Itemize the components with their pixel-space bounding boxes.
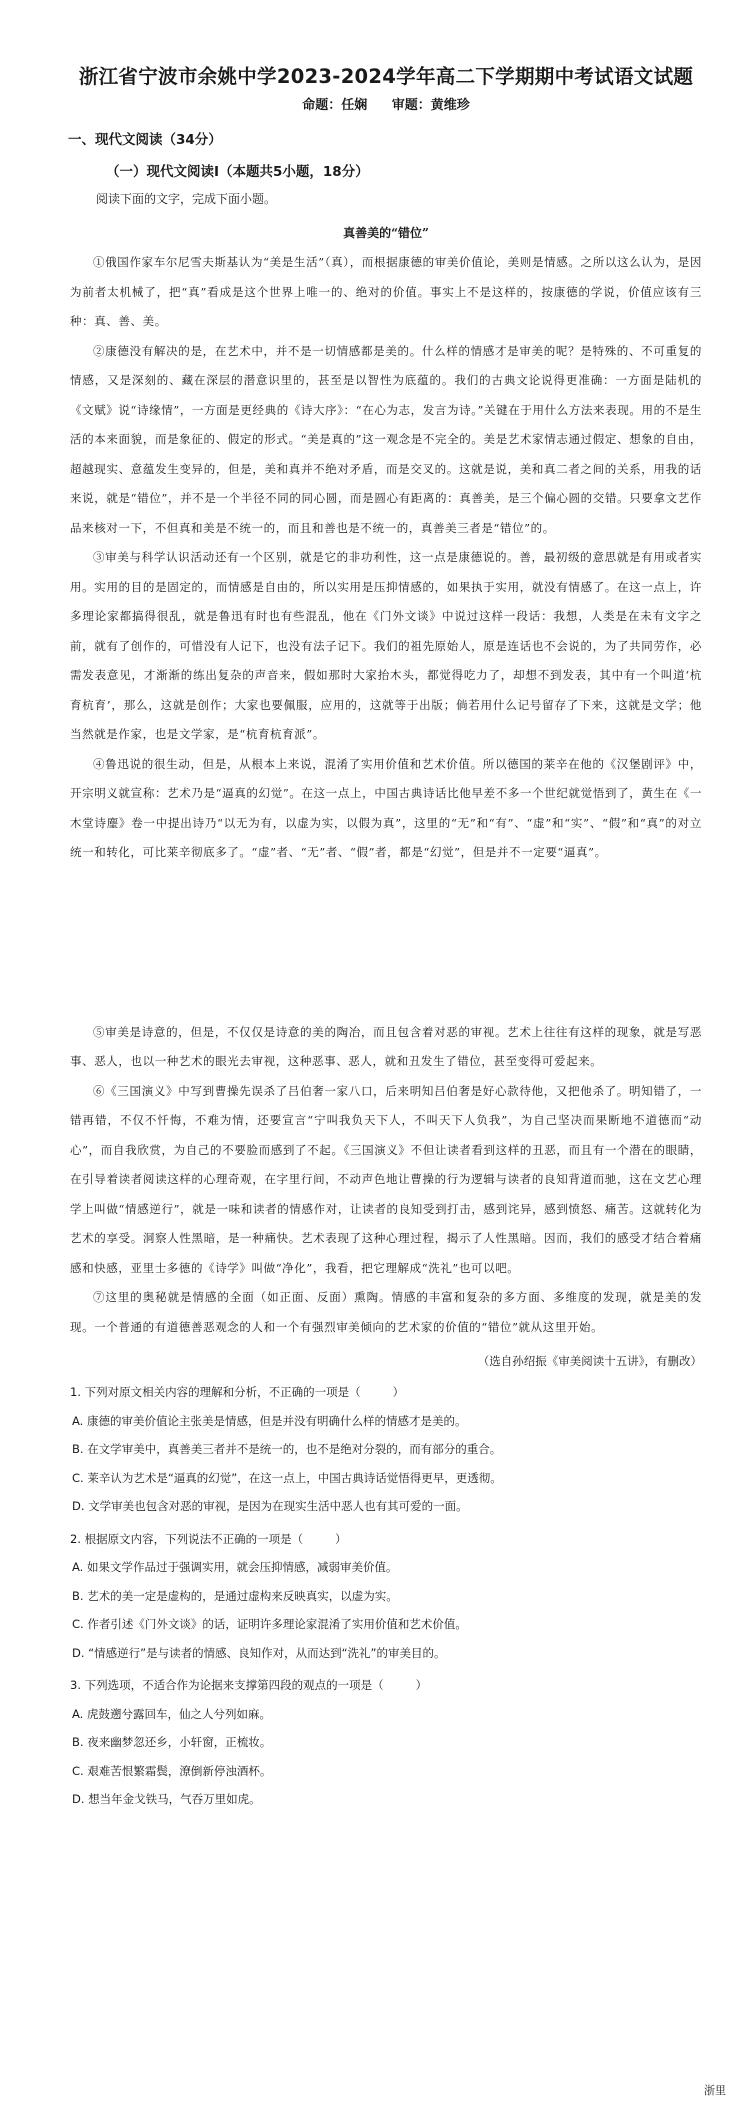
question-option: B. 在文学审美中，真善美三者并不是统一的，也不是绝对分裂的，而有部分的重合。 [72, 1442, 502, 1456]
reading-instruction: 阅读下面的文字，完成下面小题。 [96, 192, 277, 206]
author-name: 命题：任娴 [302, 98, 368, 113]
article-body-part-1 [70, 248, 702, 868]
question-option: C. 作者引述《门外文谈》的话，证明许多理论家混淆了实用价值和艺术价值。 [72, 1617, 467, 1631]
page-footer-mark: 浙里 [704, 2084, 726, 2097]
question-option: A. 如果文学作品过于强调实用，就会压抑情感，减弱审美价值。 [72, 1560, 398, 1574]
exam-authors [70, 94, 702, 118]
question-2 [70, 1525, 702, 1668]
subsection-heading: （一）现代文阅读Ⅰ（本题共5小题，18分） [106, 164, 369, 180]
article-paragraph: ③审美与科学认识活动还有一个区别，就是它的非功利性，这一点是康德说的。善，最初级的意思就是有用或者实用。实用的目的是固定的，而情感是自由的，所以实用是压抑情感的，如果执于实用，就没有情感了。在这一点上，许多理论家都搞得很乱，就是鲁迅有时也有些混乱，他在《门外文谈》中说过这样一段话：我想，人类是在未有文字之前，就有了创作的，可惜没有人记下，也没有法子记下。我们的祖先原始人，原是连话也不会说的，为了共同劳作，必需发表意见，才渐渐的练出复杂的声音来，假如那时大家抬木头，都觉得吃力了，却想不到发表，其中有一个叫道‘杭育杭育’，那么，这就是创作；大家也要佩服，应用的，这就等于出版；倘若用什么记号留存了下来，这就是文学；他当然就是作家，也是文学家，是“杭育杭育派”。 [70, 550, 702, 741]
section-heading: 一、现代文阅读（34分） [68, 132, 222, 148]
question-3 [70, 1671, 702, 1814]
question-option: D. “情感逆行”是与读者的情感、良知作对，从而达到“洗礼”的审美目的。 [72, 1645, 446, 1660]
article-source: （选自孙绍振《审美阅读十五讲》，有删改） [477, 1354, 702, 1368]
question-option: B. 艺术的美一定是虚构的，是通过虚构来反映真实，以虚为实。 [72, 1588, 398, 1603]
article-body-part-2 [70, 1018, 702, 1343]
question-stem: 2. 根据原文内容，下列说法不正确的一项是（ ） [70, 1531, 347, 1546]
article-paragraph: ④鲁迅说的很生动，但是，从根本上来说，混淆了实用价值和艺术价值。所以德国的莱辛在他的《汉堡剧评》中，开宗明义就宣称：艺术乃是“逼真的幻觉”。在这一点上，中国古典诗话比他早差不多一个世纪就觉悟到了，黄生在《一木堂诗麈》卷一中提出诗乃“以无为有，以虚为实，以假为真”，这里的“无”和“有”、“虚”和“实”、“假”和“真”的对立统一和转化，可比莱辛彻底多了。“虚”者、“无”者、“假”者，都是“幻觉”，但是并不一定要“逼真”。 [70, 756, 702, 859]
question-option: A. 康德的审美价值论主张美是情感，但是并没有明确什么样的情感才是美的。 [72, 1413, 467, 1428]
question-option: C. 莱辛认为艺术是“逼真的幻觉”，在这一点上，中国古典诗话觉悟得更早，更透彻。 [72, 1470, 502, 1485]
article-paragraph: ⑤审美是诗意的，但是，不仅仅是诗意的美的陶冶，而且包含着对恶的审视。艺术上往往有这样的现象，就是写恶事、恶人，也以一种艺术的眼光去审视，这种恶事、恶人，就和丑发生了错位，甚至变得可爱起来。 [70, 1024, 702, 1068]
question-option: D. 文学审美也包含对恶的审视，是因为在现实生活中恶人也有其可爱的一面。 [72, 1499, 468, 1513]
question-option: B. 夜来幽梦忽还乡，小轩窗，正梳妆。 [72, 1735, 272, 1749]
reviewer-name: 审题：黄维珍 [391, 98, 470, 113]
question-option: C. 艰难苦恨繁霜鬓，潦倒新停浊酒杯。 [72, 1763, 272, 1778]
exam-title: 浙江省宁波市余姚中学2023-2024学年高二下学期期中考试语文试题 [78, 65, 694, 88]
question-option: A. 虎鼓遡兮露回车，仙之人兮列如麻。 [72, 1706, 271, 1721]
question-stem: 3. 下列选项，不适合作为论据来支撑第四段的观点的一项是（ ） [70, 1678, 428, 1692]
article-paragraph: ②康德没有解决的是，在艺术中，并不是一切情感都是美的。什么样的情感才是审美的呢？是特殊的、不可重复的情感，又是深刻的、藏在深层的潜意识里的，甚至是以智性为底蕴的。我们的古典文论说得更准确：一方面是陆机的《文赋》说“诗缘情”，一方面是更经典的《诗大序》：“在心为志，发言为诗。”关键在于用什么方法来表现。用的不是生活的本来面貌，而是象征的、假定的形式。“美是真的”这一观念是不完全的。美是艺术家情志通过假定、想象的自由，超越现实、意蕴发生变异的，但是，美和真并不绝对矛盾，而是交叉的。这就是说，美和真二者之间的关系，用我的话来说，就是“错位”，并不是一个半径不同的同心圆，而是圆心有距离的：真善美，是三个偏心圆的交错。只要拿文艺作品来核对一下，不但真和美是不统一的，而且和善也是不统一的，真善美三者是“错位”的。 [70, 343, 702, 535]
question-1 [70, 1378, 702, 1521]
question-stem: 1. 下列对原文相关内容的理解和分析，不正确的一项是（ ） [70, 1385, 405, 1399]
page-blank-gap [70, 868, 702, 1018]
article-paragraph: ①俄国作家车尔尼雪夫斯基认为“美是生活”（真），而根据康德的审美价值论，美则是情感。之所以这么认为，是因为前者太机械了，把“真”看成是这个世界上唯一的、绝对的价值。事实上不是这样的，按康德的学说，价值应该有三种：真、善、美。 [70, 255, 702, 328]
article-title: 真善美的“错位” [343, 226, 429, 240]
article-paragraph: ⑦这里的奥秘就是情感的全面（如正面、反面）熏陶。情感的丰富和复杂的多方面、多维度的发现，就是美的发现。一个普通的有道德善恶观念的人和一个有强烈审美倾向的艺术家的价值的“错位”就从这里开始。 [70, 1290, 702, 1334]
question-option: D. 想当年金戈铁马，气吞万里如虎。 [72, 1792, 261, 1806]
article-paragraph: ⑥《三国演义》中写到曹操先误杀了吕伯奢一家八口，后来明知吕伯奢是好心款待他，又把他杀了。明知错了，一错再错，不仅不忏悔，不难为情，还要宣言“宁叫我负天下人，不叫天下人负我”，为自己坚决而果断地不道德而“动心”，而自我欣赏，为自己的不要脸而感到了不起。《三国演义》不但让读者看到这样的丑恶，而且有一个潜在的眼睛，在引导着读者阅读这样的心理奇观，在字里行间，不动声色地让曹操的行为逻辑与读者的良知背道而驰，这在文艺心理学上叫做“情感逆行”，就是一味和读者的情感作对，让读者的良知受到打击，感到诧异，感到愤怒、痛苦。这就转化为艺术的享受。洞察人性黑暗，是一种痛快。艺术表现了这种心理过程，揭示了人性黑暗。因而，我们的感受才结合着痛感和快感，亚里士多德的《诗学》叫做“净化”，我看，把它理解成“洗礼”也可以吧。 [70, 1083, 702, 1275]
